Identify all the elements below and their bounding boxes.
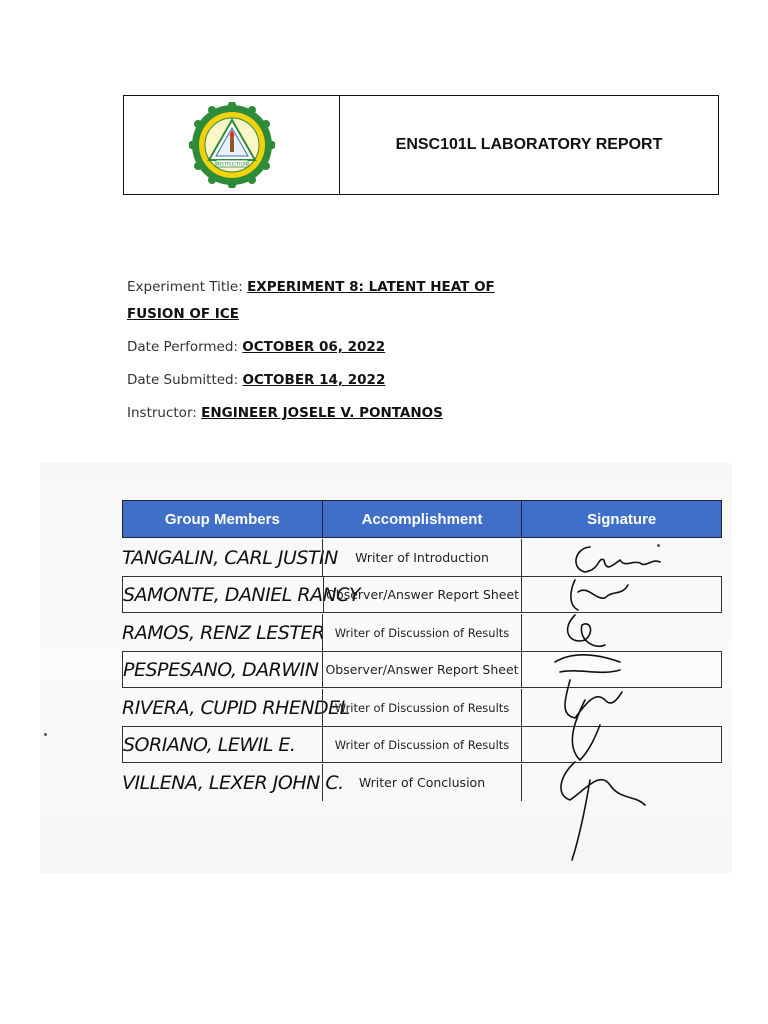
member-accomplishment: Observer/Answer Report Sheet	[323, 577, 522, 612]
experiment-title-value-1: EXPERIMENT 8: LATENT HEAT OF	[247, 279, 495, 295]
experiment-title-line	[127, 274, 547, 301]
date-performed-value: OCTOBER 06, 2022	[242, 339, 386, 355]
member-accomplishment: Writer of Introduction	[322, 539, 522, 576]
member-signature-cell	[522, 689, 722, 726]
member-accomplishment: Writer of Conclusion	[322, 764, 522, 801]
member-signature-cell	[522, 764, 722, 801]
member-signature-cell	[522, 577, 721, 612]
member-accomplishment: Writer of Discussion of Results	[322, 689, 522, 726]
member-name: SORIANO, LEWIL E.	[123, 733, 296, 756]
group-members-table	[122, 500, 722, 801]
date-submitted-label: Date Submitted:	[127, 372, 239, 388]
table-row	[122, 688, 722, 726]
instructor-value: ENGINEER JOSELE V. PONTANOS	[201, 405, 443, 421]
table-row	[122, 726, 722, 763]
table-header	[122, 500, 722, 538]
header-signature: Signature	[587, 510, 657, 528]
member-name: TANGALIN, CARL JUSTIN	[122, 546, 338, 569]
member-name: RIVERA, CUPID RHENDEL	[122, 696, 350, 719]
experiment-title-value-2: FUSION OF ICE	[127, 306, 239, 322]
scan-speck	[44, 733, 47, 736]
instructor-label: Instructor:	[127, 405, 197, 421]
report-title: ENSC101L LABORATORY REPORT	[395, 136, 663, 153]
header-group-members: Group Members	[123, 501, 323, 537]
member-name: RAMOS, RENZ LESTER	[122, 621, 325, 644]
member-accomplishment: Writer of Discussion of Results	[322, 614, 522, 651]
date-performed-row	[127, 331, 547, 364]
date-submitted-row	[127, 364, 547, 397]
table-row	[122, 613, 722, 651]
member-accomplishment: Writer of Discussion of Results	[322, 727, 521, 762]
experiment-title-line-2	[127, 301, 547, 328]
member-name: PESPESANO, DARWIN	[123, 658, 319, 681]
logo-cell	[124, 96, 340, 194]
svg-text:INSTRUCTION: INSTRUCTION	[216, 162, 247, 168]
member-signature-cell	[522, 614, 722, 651]
member-name: VILLENA, LEXER JOHN C.	[122, 771, 344, 794]
member-signature-cell	[522, 652, 721, 687]
member-name: SAMONTE, DANIEL RANCY	[123, 583, 361, 606]
title-cell	[340, 96, 718, 194]
experiment-title-label: Experiment Title:	[127, 279, 243, 295]
header-accomplishment: Accomplishment	[323, 501, 523, 537]
university-seal-logo	[189, 102, 275, 188]
table-row	[122, 538, 722, 576]
member-signature-cell	[522, 727, 721, 762]
table-row	[122, 576, 722, 613]
member-signature-cell	[522, 539, 722, 576]
date-submitted-value: OCTOBER 14, 2022	[242, 372, 386, 388]
member-accomplishment: Observer/Answer Report Sheet	[322, 652, 521, 687]
report-header	[123, 95, 719, 195]
report-info	[127, 274, 547, 430]
table-row	[122, 651, 722, 688]
instructor-row	[127, 397, 547, 430]
date-performed-label: Date Performed:	[127, 339, 238, 355]
table-row	[122, 763, 722, 801]
